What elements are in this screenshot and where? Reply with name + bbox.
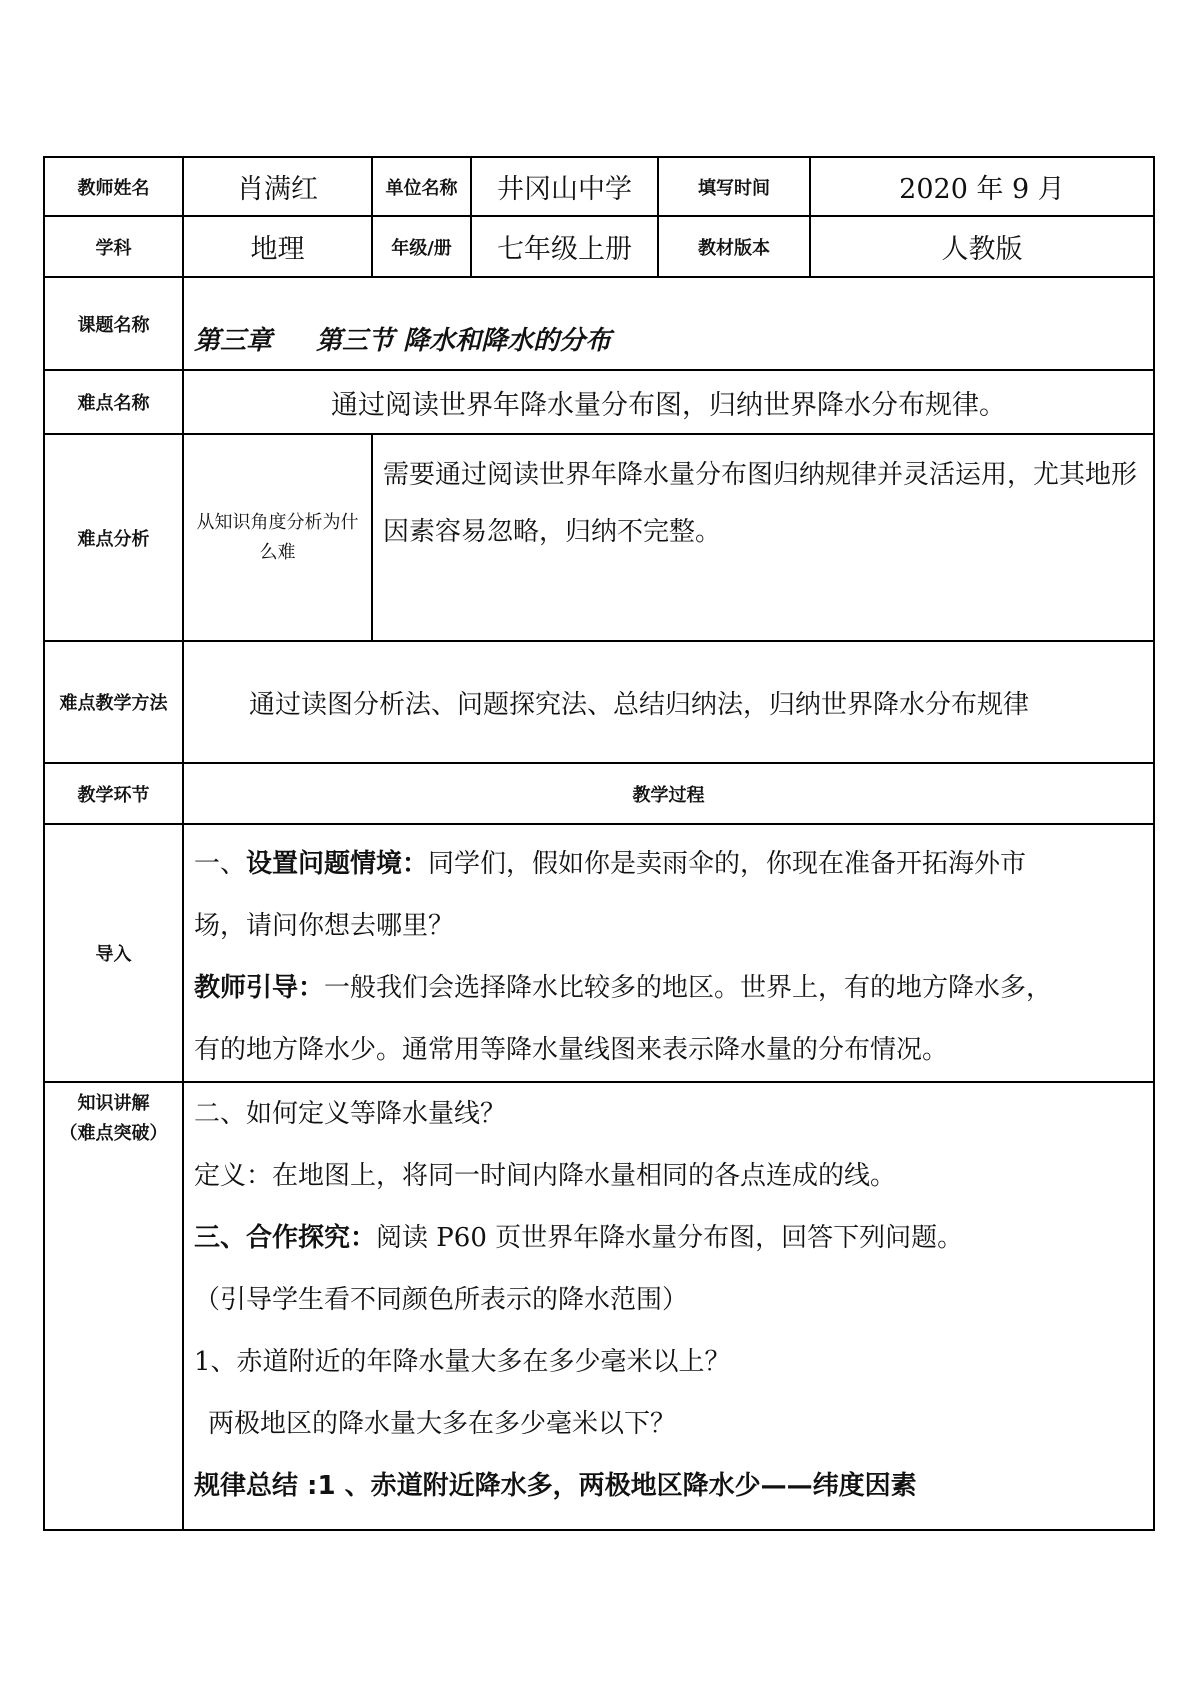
edition-value: 人教版 xyxy=(810,216,1154,277)
knowledge-line-3-text: 阅读 P60 页世界年降水量分布图，回答下列问题。 xyxy=(376,1223,964,1253)
difficulty-value: 通过阅读世界年降水量分布图，归纳世界降水分布规律。 xyxy=(183,370,1154,434)
knowledge-line-6: 两极地区的降水量大多在多少毫米以下？ xyxy=(208,1409,677,1439)
intro-line-3 xyxy=(194,957,1143,1019)
grade-label: 年级/册 xyxy=(372,216,471,277)
knowledge-line-7 xyxy=(194,1455,1143,1517)
intro-line-2: 场，请问你想去哪里？ xyxy=(194,911,455,941)
process-header-row xyxy=(44,763,1154,824)
subject-value: 地理 xyxy=(183,216,372,277)
subject-label: 学科 xyxy=(44,216,183,277)
intro-line-1-prefix: 一、 xyxy=(194,849,247,879)
topic-section: 第三节 降水和降水的分布 xyxy=(316,326,612,356)
unit-name-value: 井冈山中学 xyxy=(471,157,658,216)
knowledge-label-line-2: （难点突破） xyxy=(59,1123,168,1144)
fill-date-value: 2020 年 9 月 xyxy=(810,157,1154,216)
fill-date-label: 填写时间 xyxy=(658,157,810,216)
intro-line-1 xyxy=(194,833,1143,895)
analysis-text: 需要通过阅读世界年降水量分布图归纳规律并灵活运用，尤其地形因素容易忽略，归纳不完整。 xyxy=(372,434,1154,641)
process-label: 教学过程 xyxy=(183,763,1154,824)
teacher-name-value: 肖满红 xyxy=(183,157,372,216)
intro-row xyxy=(44,824,1154,1082)
knowledge-line-3-bold: 三、合作探究： xyxy=(194,1223,377,1253)
analysis-row xyxy=(44,434,1154,641)
edition-label: 教材版本 xyxy=(658,216,810,277)
intro-label: 导入 xyxy=(44,824,183,1082)
knowledge-line-2: 定义：在地图上，将同一时间内降水量相同的各点连成的线。 xyxy=(194,1161,897,1191)
intro-content xyxy=(183,824,1154,1082)
analysis-sub-label: 从知识角度分析为什么难 xyxy=(183,434,372,641)
topic-row xyxy=(44,277,1154,370)
topic-label: 课题名称 xyxy=(44,277,183,370)
teacher-name-label: 教师姓名 xyxy=(44,157,183,216)
knowledge-line-1: 二、如何定义等降水量线？ xyxy=(194,1099,507,1129)
header-row-1 xyxy=(44,157,1154,216)
header-row-2 xyxy=(44,216,1154,277)
method-value: 通过读图分析法、问题探究法、总结归纳法，归纳世界降水分布规律 xyxy=(183,641,1154,763)
difficulty-row xyxy=(44,370,1154,434)
topic-chapter: 第三章 xyxy=(194,326,273,356)
topic-value xyxy=(183,277,1154,370)
intro-line-1-bold: 设置问题情境： xyxy=(246,849,429,879)
knowledge-line-7-bold: 规律总结 :1 、赤道附近降水多，两极地区降水少——纬度因素 xyxy=(194,1471,917,1501)
intro-line-1-text: 同学们，假如你是卖雨伞的，你现在准备开拓海外市 xyxy=(428,849,1027,879)
lesson-plan-table xyxy=(43,156,1155,1531)
knowledge-label xyxy=(44,1082,183,1530)
analysis-label: 难点分析 xyxy=(44,434,183,641)
grade-value: 七年级上册 xyxy=(471,216,658,277)
knowledge-line-3 xyxy=(194,1207,1143,1269)
intro-line-3-text: 一般我们会选择降水比较多的地区。世界上，有的地方降水多， xyxy=(324,973,1053,1003)
method-row xyxy=(44,641,1154,763)
intro-line-4: 有的地方降水少。通常用等降水量线图来表示降水量的分布情况。 xyxy=(194,1035,949,1065)
knowledge-row xyxy=(44,1082,1154,1530)
knowledge-line-5: 1、赤道附近的年降水量大多在多少毫米以上？ xyxy=(194,1347,731,1377)
unit-name-label: 单位名称 xyxy=(372,157,471,216)
difficulty-label: 难点名称 xyxy=(44,370,183,434)
knowledge-content xyxy=(183,1082,1154,1530)
stage-label: 教学环节 xyxy=(44,763,183,824)
knowledge-label-line-1: 知识讲解 xyxy=(77,1093,150,1114)
knowledge-line-4: （引导学生看不同颜色所表示的降水范围） xyxy=(194,1285,689,1315)
intro-line-3-bold: 教师引导： xyxy=(194,973,325,1003)
method-label: 难点教学方法 xyxy=(44,641,183,763)
